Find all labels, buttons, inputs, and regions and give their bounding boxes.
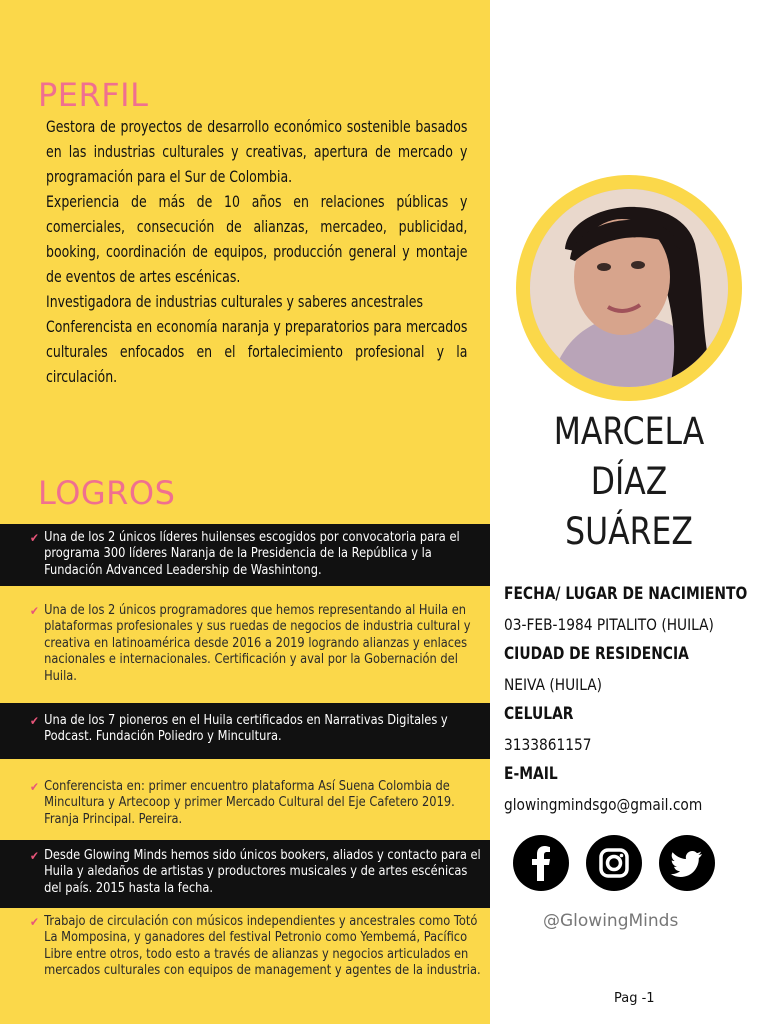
profile-paragraph: Experiencia de más de 10 años en relaciones públicas y comerciales, consecución de alianzas, mercadeo, publicidad, booking, coordinación de equipos, producción general y montaje de eventos de artes escénicas. — [46, 192, 468, 286]
phone-label: CELULAR — [504, 704, 574, 723]
check-icon: ✔ — [30, 714, 39, 728]
achievement-text: Una de los 2 únicos líderes huilenses escogidos por convocatoria para el programa 300 líderes Naranja de la Presidencia de la República y la Fundación Advanced Leadership de Washintong. — [44, 530, 460, 578]
check-icon: ✔ — [30, 915, 39, 929]
page-number: Pag -1 — [614, 991, 655, 1006]
city-label: CIUDAD DE RESIDENCIA — [504, 644, 689, 663]
profile-paragraph: Gestora de proyectos de desarrollo económico sostenible basados en las industrias culturales y creativas, apertura de mercado y programación para el Sur de Colombia. — [46, 117, 468, 186]
achievement-text: Conferencista en: primer encuentro plataforma Así Suena Colombia de Mincultura y Artecoop y primer Mercado Cultural del Eje Cafetero 2019. Franja Principal. Pereira. — [44, 779, 455, 827]
check-icon: ✔ — [30, 780, 39, 794]
profile-heading: PERFIL — [38, 76, 149, 114]
check-icon: ✔ — [30, 604, 39, 618]
profile-text — [46, 114, 467, 389]
achievement-item — [0, 524, 490, 586]
name-last-1: DÍAZ — [590, 460, 668, 503]
portrait-illustration — [530, 189, 728, 387]
phone-value: 3133861157 — [504, 735, 592, 754]
achievement-item — [0, 773, 490, 833]
profile-paragraph: Investigadora de industrias culturales y saberes ancestrales — [46, 292, 424, 311]
birth-label: FECHA/ LUGAR DE NACIMIENTO — [504, 584, 748, 603]
achievement-item — [0, 912, 490, 1008]
email-value[interactable]: glowingmindsgo@gmail.com — [504, 795, 703, 814]
profile-paragraph: Conferencista en economía naranja y preparatorios para mercados culturales enfocados en el fortalecimiento profesional y la circulación. — [46, 317, 468, 386]
birth-value: 03-FEB-1984 PITALITO (HUILA) — [504, 615, 714, 634]
name-last-2: SUÁREZ — [565, 510, 693, 553]
achievement-text: Una de los 7 pioneros en el Huila certificados en Narrativas Digitales y Podcast. Fundación Poliedro y Mincultura. — [44, 713, 448, 745]
profile-photo — [530, 189, 728, 387]
achievement-text: Trabajo de circulación con músicos independientes y ancestrales como Totó La Momposina, y ganadores del festival Petronio como Yembemá, Pacífico Libre entre otros, todo esto a través de alianzas y negocios articulados en mercados culturales con equipos de management y agentes de la industria. — [44, 914, 481, 979]
check-icon: ✔ — [30, 849, 39, 863]
twitter-icon[interactable] — [659, 835, 715, 891]
city-value: NEIVA (HUILA) — [504, 675, 602, 694]
achievement-item — [0, 840, 490, 908]
achievements-heading: LOGROS — [38, 474, 176, 512]
name-first: MARCELA — [553, 410, 705, 453]
achievement-text: Desde Glowing Minds hemos sido únicos bookers, aliados y contacto para el Huila y aledaños de artistas y productores musicales y de artes escénicas del país. 2015 hasta la fecha. — [44, 848, 481, 896]
social-handle: @GlowingMinds — [543, 911, 679, 931]
instagram-icon[interactable] — [586, 835, 642, 891]
check-icon: ✔ — [30, 531, 39, 545]
achievement-item — [0, 597, 490, 693]
facebook-icon[interactable] — [513, 835, 569, 891]
achievement-text: Una de los 2 únicos programadores que hemos representando al Huila en plataformas profesionales y sus ruedas de negocios de industria cultural y creativa en latinoamérica desde 2016 a 2019 logrando alianzas y enlaces nacionales e internacionales. Certificación y aval por la Gobernación del Huila. — [44, 603, 471, 684]
achievement-item — [0, 703, 490, 759]
email-label: E-MAIL — [504, 764, 558, 783]
